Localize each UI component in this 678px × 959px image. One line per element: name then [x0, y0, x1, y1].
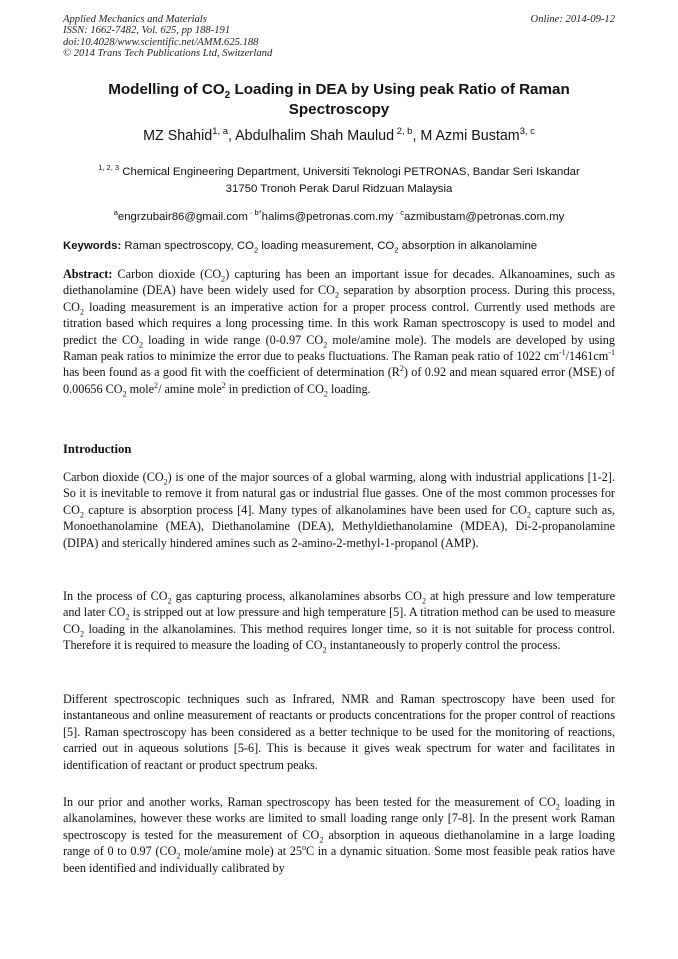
section-heading-introduction: Introduction	[63, 442, 132, 456]
intro-paragraph-2: In the process of $CO_2$ gas capturing process, alkanolamines absorbs $CO_2$ at high pressure and low temperature and later $CO_2$ is stripped out at low pressure and high temperature [5]. A titration method can be used to measure $CO_2$ loading in the alkanolamines. This method requires longer time, so it is not suitable for process control. Therefore it is required to measure the loading of $CO_2$ instantaneously to properly control the process.	[63, 589, 615, 655]
issn-line: ISSN: 1662-7482, Vol. 625, pp 188-191	[63, 25, 231, 37]
journal-header	[63, 14, 615, 60]
keywords: Keywords: Raman spectroscopy, $CO_2$ loading measurement, $CO_2$ absorption in alkanolamine	[63, 240, 538, 255]
intro-paragraph-4: In our prior and another works, Raman spectroscopy has been tested for the measurement of $CO_2$ loading in alkanolamines, however these works are limited to small loading range only [7-8]. In the present work Raman spectroscopy is tested for the measurement of $CO_2$ absorption in aqueous diethanolamine in a large loading range of 0 to 0.97 ($CO_2$ mole/amine mole) at 25$^o$C in a dynamic situation. Some most feasible peak ratios have been identified and individually calibrated by	[63, 795, 615, 875]
affiliation: $^{1, 2, 3}$ Chemical Engineering Department, Universiti Teknologi PETRONAS, Bandar Seri Iskandar 31750 Tronoh Perak Darul Ridzuan Malaysia	[98, 163, 580, 195]
keywords-label: Keywords:	[63, 240, 122, 252]
copyright-line: © 2014 Trans Tech Publications Ltd, Switzerland	[63, 48, 273, 60]
intro-paragraph-3: Different spectroscopic techniques such as Infrared, NMR and Raman spectroscopy have been used for instantaneous and online measurement of reactants or products concentrations for the proper control of reactions [5]. Raman spectroscopy has been considered as a better technique to be used for the monitoring of reactions, carried out in aqueous solutions [5-6]. This is because it gives weak spectrum for water and facilitates in identification of reactant or product spectrum peaks.	[63, 692, 615, 772]
author-name: MZ Shahid	[143, 128, 213, 144]
abstract-paragraph: Abstract: Carbon dioxide $(CO_2)$ capturing has been an important issue for decades. Alkanoamines, such as diethanolamine (DEA) have been widely used for $CO_2$ separation by absorption process. During this process, $CO_2$ loading measurement is an imperative action for a proper process control. Currently used methods are titration based which requires a long processing time. In this work Raman spectroscopy is used to model and predict the $CO_2$ loading in wide range (0-0.97 $CO_2$ mole/amine mole). The models are developed by using Raman peak ratios to minimize the error due to peaks fluctuations. The Raman peak ratio of 1022 $cm^{-1}/1461cm^{-1}$ has been found as a good fit with the coefficient of determination $(R^2)$ of 0.92 and mean squared error (MSE) of 0.00656 $CO_2$ mole$^2$/ amine mole$^2$ in prediction of $CO_2$ loading.	[63, 267, 616, 399]
email-link[interactable]: azmibustam@petronas.com.my	[403, 211, 565, 223]
author-name: , M Azmi Bustam	[412, 128, 520, 144]
journal-name: Applied Mechanics and Materials	[63, 14, 207, 25]
abstract-label: Abstract:	[63, 267, 113, 281]
intro-paragraph-1: Carbon dioxide $(CO_2)$ is one of the major sources of a global warming, along with industrial applications [1-2]. So it is inevitable to remove it from natural gas or industrial flue gasses. One of the most common processes for $CO_2$ capture is absorption process [4]. Many types of alkanolamines have been used for $CO_2$ capture such as, Monoethanolamine (MEA), Diethanolamine (DEA), Methyldiethanolamine (MDEA), Di-2-propanolamine (DIPA) and sterically hindered amines such as 2-amino-2-methyl-1-propanol (AMP).	[63, 470, 615, 550]
online-date: Online: 2014-09-12	[530, 14, 615, 25]
email-link[interactable]: halims@petronas.com.my	[261, 211, 394, 223]
paper-title: Modelling of $CO_2$ Loading in DEA by Using peak Ratio of Raman Spectroscopy	[108, 81, 570, 118]
author-name: , Abdulhalim Shah Maulud	[227, 128, 395, 144]
email-list: $^a$engrzubair86@gmail.com · $^{b*}$halims@petronas.com.my · $^c$azmibustam@petronas.com.my	[113, 208, 565, 223]
doi-line: doi:10.4028/www.scientific.net/AMM.625.188	[63, 36, 259, 48]
email-link[interactable]: engrzubair86@gmail.com	[117, 211, 248, 223]
author-list: MZ Shahid$^{1, a}$, Abdulhalim Shah Maulud $^{2, b}$, M Azmi Bustam$^{3, c}$	[143, 125, 535, 144]
